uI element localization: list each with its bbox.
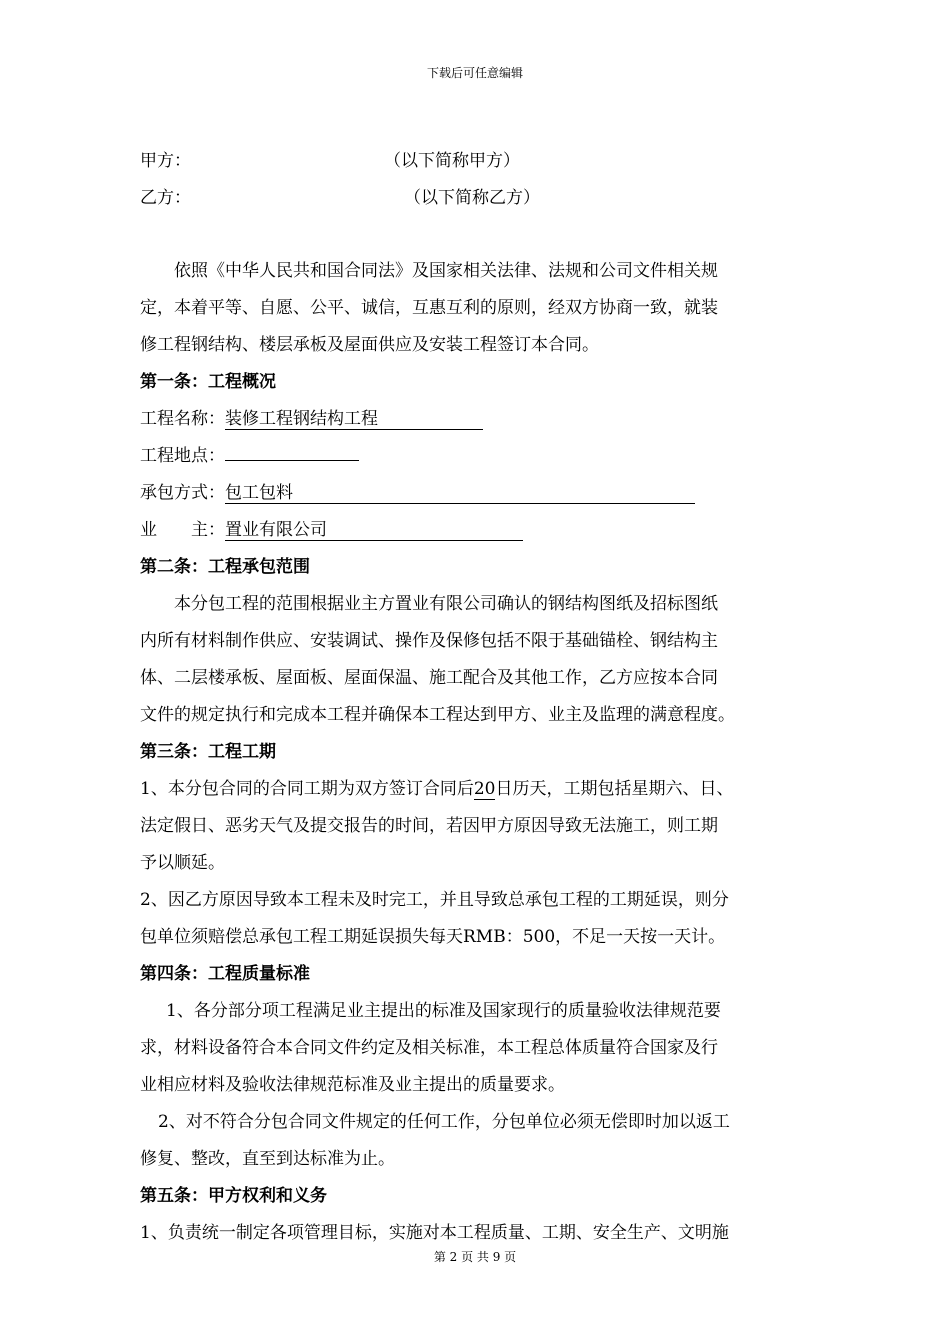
owner-value: 置业有限公司 xyxy=(225,520,523,541)
project-name-value: 装修工程钢结构工程 xyxy=(225,409,483,430)
quality-item-1-line-2: 求，材料设备符合本合同文件约定及相关标准，本工程总体质量符合国家及行 xyxy=(140,1038,718,1058)
intro-line-1: 依照《中华人民共和国合同法》及国家相关法律、法规和公司文件相关规 xyxy=(174,261,718,281)
schedule-days-value: 20 xyxy=(473,779,496,799)
project-location-value xyxy=(225,440,359,461)
project-location-line xyxy=(140,438,820,475)
quality-item-2-line-2: 修复、整改，直至到达标准为止。 xyxy=(140,1149,395,1169)
scope-line-3: 体、二层楼承板、屋面板、屋面保温、施工配合及其他工作，乙方应按本合同 xyxy=(140,668,718,688)
party-a-label: 甲方： xyxy=(140,151,191,171)
scope-line-1: 本分包工程的范围根据业主方置业有限公司确认的钢结构图纸及招标图纸 xyxy=(174,594,718,614)
page-header: 下载后可任意编辑 xyxy=(426,66,523,80)
article-4-title: 第四条：工程质量标准 xyxy=(140,964,310,984)
party-a-rights-item-1: 1、负责统一制定各项管理目标，实施对本工程质量、工期、安全生产、文明施 xyxy=(140,1223,729,1243)
schedule-item-2-line-1: 2、因乙方原因导致本工程未及时完工，并且导致总承包工程的工期延误，则分 xyxy=(140,890,729,910)
quality-item-2-line-1: 2、对不符合分包合同文件规定的任何工作，分包单位必须无偿即时加以返工 xyxy=(158,1112,730,1132)
party-b-note: （以下简称乙方） xyxy=(404,188,540,208)
article-3-title: 第三条：工程工期 xyxy=(140,742,276,762)
contract-method-line xyxy=(140,475,820,512)
project-name-label: 工程名称： xyxy=(140,409,225,429)
schedule-item-1-post: 日历天，工期包括星期六、日、 xyxy=(495,779,734,799)
schedule-item-1-pre: 1、本分包合同的合同工期为双方签订合同后 xyxy=(140,779,474,799)
schedule-item-1-line-2: 法定假日、恶劣天气及提交报告的时间，若因甲方原因导致无法施工，则工期 xyxy=(140,816,718,836)
document-body xyxy=(140,143,820,1252)
quality-item-1-line-3: 业相应材料及验收法律规范标准及业主提出的质量要求。 xyxy=(140,1075,565,1095)
owner-label: 业 主： xyxy=(140,520,225,540)
contract-method-value: 包工包料 xyxy=(225,483,695,504)
article-2-title: 第二条：工程承包范围 xyxy=(140,557,310,577)
article-5-title: 第五条：甲方权利和义务 xyxy=(140,1186,327,1206)
scope-line-4: 文件的规定执行和完成本工程并确保本工程达到甲方、业主及监理的满意程度。 xyxy=(140,705,735,725)
project-name-line xyxy=(140,401,820,438)
intro-line-2: 定，本着平等、自愿、公平、诚信，互惠互利的原则，经双方协商一致，就装 xyxy=(140,298,718,318)
schedule-item-2-line-2: 包单位须赔偿总承包工程工期延误损失每天RMB：500，不足一天按一天计。 xyxy=(140,927,726,947)
intro-line-3: 修工程钢结构、楼层承板及屋面供应及安装工程签订本合同。 xyxy=(140,335,599,355)
owner-line xyxy=(140,512,820,549)
schedule-item-1-line-1 xyxy=(140,771,820,808)
project-location-label: 工程地点： xyxy=(140,446,225,466)
party-b-label: 乙方： xyxy=(140,188,191,208)
article-1-title: 第一条：工程概况 xyxy=(140,372,276,392)
quality-item-1-line-1: 1、各分部分项工程满足业主提出的标准及国家现行的质量验收法律规范要 xyxy=(166,1001,721,1021)
page-footer: 第 2 页 共 9 页 xyxy=(433,1250,517,1264)
party-b-line xyxy=(140,180,820,217)
scope-line-2: 内所有材料制作供应、安装调试、操作及保修包括不限于基础锚栓、钢结构主 xyxy=(140,631,718,651)
party-a-note: （以下简称甲方） xyxy=(384,151,520,171)
party-a-line xyxy=(140,143,820,180)
contract-method-label: 承包方式： xyxy=(140,483,225,503)
schedule-item-1-line-3: 予以顺延。 xyxy=(140,853,225,873)
